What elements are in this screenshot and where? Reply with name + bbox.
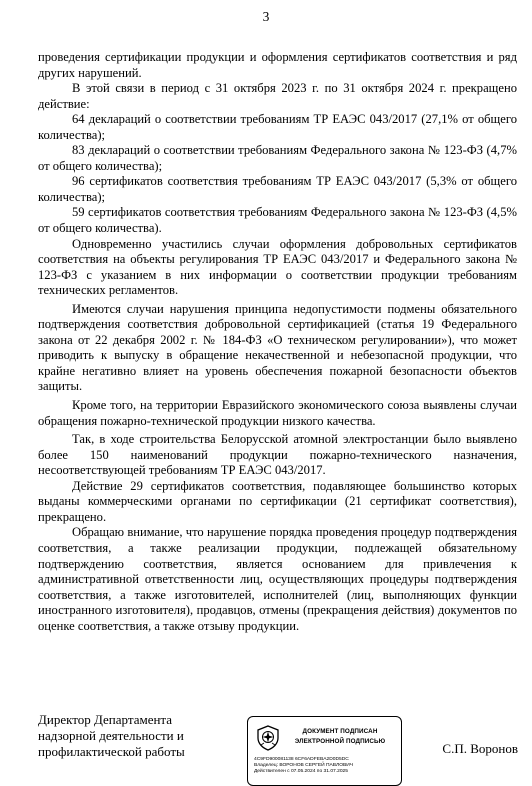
paragraph: 83 деклараций о соответствии требованиям Федерального закона № 123-ФЗ (4,7% от общего количества); [38, 143, 517, 173]
stamp-title-line: ЭЛЕКТРОННОЙ ПОДПИСЬЮ [294, 737, 386, 745]
paragraph: Так, в ходе строительства Белорусской атомной электростанции было выявлено более 150 наименований продукции пожарно-технического назначения, несоответствующей требованиям ТР ЕАЭС 043/2017. [38, 432, 517, 478]
paragraph: 64 деклараций о соответствии требованиям ТР ЕАЭС 043/2017 (27,1% от общего количества); [38, 112, 517, 142]
paragraph: 59 сертификатов соответствия требованиям Федерального закона № 123-ФЗ (4,5% от общего количества). [38, 205, 517, 236]
paragraph: проведения сертификации продукции и оформления сертификатов соответствия и ряд других нарушений. [38, 50, 517, 80]
signatory-name: С.П. Воронов [442, 741, 518, 756]
position-line: надзорной деятельности и [38, 728, 184, 743]
page-number: 3 [262, 9, 270, 24]
paragraph: Действие 29 сертификатов соответствия, подавляющее большинство которых выданы коммерческими органами по сертификации (21 сертификат соответствия), прекращено. [38, 478, 517, 524]
position-line: Директор Департамента [38, 712, 173, 727]
document-body [38, 50, 517, 634]
paragraph: Обращаю внимание, что нарушение порядка проведения процедур подтверждения соответствия, а также реализации продукции, подлежащей обязательному подтверждению соответствия, является основанием для привлечения к административной ответственности лиц, осуществляющих процедуры подтверждения соответствия, а также изготовителей, исполнителей (лиц, выполняющих функции иностранного изготовителя), продавцов, отмены (прекращения действия) документов по оценке соответствия, а также отзыву продукции. [38, 525, 517, 633]
stamp-owner: Владелец: ВОРОНОВ СЕРГЕЙ ПАВЛОВИЧ [254, 763, 354, 769]
stamp-validity: Действителен с 07.05.2024 по 31.07.2025 [254, 769, 348, 775]
stamp-details [254, 757, 400, 775]
paragraph: 96 сертификатов соответствия требованиям ТР ЕАЭС 043/2017 (5,3% от общего количества); [38, 174, 517, 204]
paragraph: Имеются случаи нарушения принципа недопустимости подмены обязательного подтверждения соответствия добровольной сертификацией (статья 19 Федерального закона от 22 декабря 2002 г. № 184-ФЗ «О техническом регулировании»), что может приводить к выпуску в обращение некачественной и небезопасной продукции, что крайне негативно влияет на уровень обеспечения пожарной безопасности объектов защиты. [38, 301, 517, 394]
electronic-signature-stamp [247, 716, 402, 786]
stamp-certificate: 4C9FD900081138 6CF6ADFEBA2D0D5DC [254, 757, 349, 762]
signatory-position [38, 712, 238, 760]
paragraph: В этой связи в период с 31 октября 2023 г. по 31 октября 2024 г. прекращено действие: [38, 81, 517, 111]
stamp-title [284, 727, 396, 746]
stamp-title-line: ДОКУМЕНТ ПОДПИСАН [302, 728, 378, 735]
paragraph: Одновременно участились случаи оформления добровольных сертификатов соответствия на объекты регулирования ТР ЕАЭС 043/2017 и Федерального закона № 123-ФЗ с указанием в них информации о соответствии продукции требованиям технических регламентов. [38, 236, 517, 298]
position-line: профилактической работы [38, 744, 185, 759]
paragraph: Кроме того, на территории Евразийского экономического союза выявлены случаи обращения пожарно-технической продукции низкого качества. [38, 398, 517, 428]
emergency-ministry-emblem-icon [256, 725, 280, 751]
